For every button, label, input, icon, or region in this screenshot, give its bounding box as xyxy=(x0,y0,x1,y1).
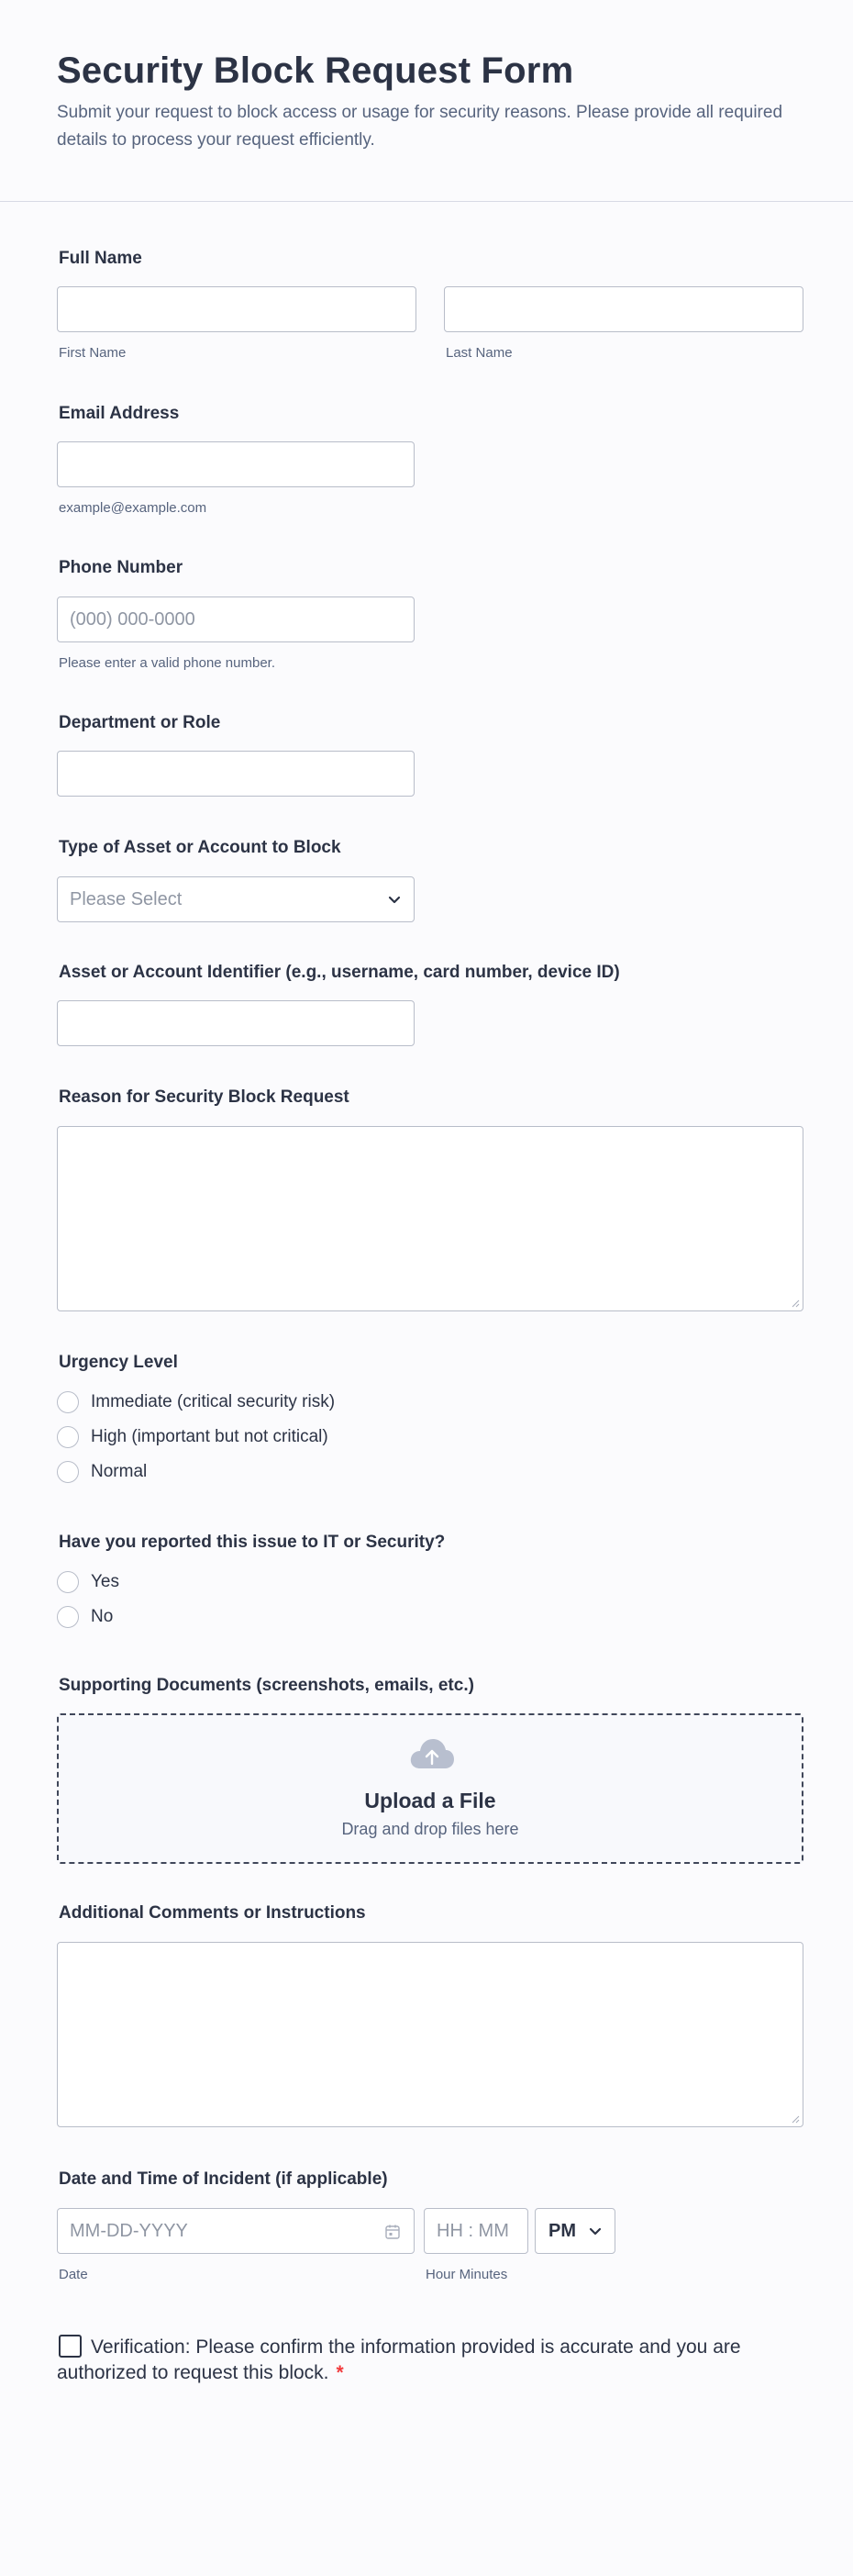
form-title: Security Block Request Form xyxy=(57,50,574,91)
incident-time-input[interactable]: HH : MM xyxy=(424,2208,528,2254)
radio-button[interactable] xyxy=(57,1461,79,1483)
documents-label: Supporting Documents (screenshots, emails, etc.) xyxy=(59,1676,474,1695)
file-upload-dropzone[interactable] xyxy=(57,1713,803,1864)
identifier-label: Asset or Account Identifier (e.g., username, card number, device ID) xyxy=(59,963,620,982)
asset-type-label: Type of Asset or Account to Block xyxy=(59,838,341,857)
form-description: Submit your request to block access or usage for security reasons. Please provide all required details to process your request efficiently. xyxy=(57,103,783,150)
first-name-sublabel: First Name xyxy=(59,345,127,361)
full-name-label: Full Name xyxy=(59,249,142,268)
radio-label: Yes xyxy=(91,1572,119,1591)
radio-label: Immediate (critical security risk) xyxy=(91,1392,336,1411)
radio-label: High (important but not critical) xyxy=(91,1427,328,1446)
department-label: Department or Role xyxy=(59,713,221,732)
phone-input[interactable]: (000) 000-0000 xyxy=(57,597,415,642)
last-name-sublabel: Last Name xyxy=(446,345,513,361)
time-sublabel: Hour Minutes xyxy=(426,2267,508,2282)
email-input[interactable] xyxy=(57,441,415,487)
asset-type-selected: Please Select xyxy=(70,888,183,909)
reported-option-no[interactable] xyxy=(57,1606,113,1628)
comments-textarea[interactable] xyxy=(57,1942,803,2127)
upload-title: Upload a File xyxy=(364,1789,496,1812)
verification-field xyxy=(57,2335,754,2386)
email-sublabel: example@example.com xyxy=(59,500,207,516)
radio-button[interactable] xyxy=(57,1391,79,1413)
comments-label: Additional Comments or Instructions xyxy=(59,1903,366,1923)
email-label: Email Address xyxy=(59,404,180,423)
reason-label: Reason for Security Block Request xyxy=(59,1087,349,1107)
date-sublabel: Date xyxy=(59,2267,88,2282)
reported-option-yes[interactable] xyxy=(57,1571,119,1593)
resize-grip-icon[interactable] xyxy=(791,2114,800,2124)
ampm-selected: PM xyxy=(548,2220,576,2241)
radio-button[interactable] xyxy=(57,1571,79,1593)
last-name-input[interactable] xyxy=(444,286,803,332)
radio-button[interactable] xyxy=(57,1606,79,1628)
reported-label: Have you reported this issue to IT or Security? xyxy=(59,1533,446,1552)
date-placeholder: MM-DD-YYYY xyxy=(70,2220,188,2241)
required-asterisk: * xyxy=(336,2362,344,2383)
form-header xyxy=(0,0,853,202)
radio-label: Normal xyxy=(91,1462,148,1481)
first-name-input[interactable] xyxy=(57,286,416,332)
resize-grip-icon[interactable] xyxy=(791,1299,800,1308)
cloud-upload-icon xyxy=(409,1737,455,1770)
department-input[interactable] xyxy=(57,751,415,797)
upload-subtitle: Drag and drop files here xyxy=(341,1820,519,1838)
ampm-select[interactable] xyxy=(535,2208,615,2254)
phone-sublabel: Please enter a valid phone number. xyxy=(59,655,275,671)
asset-type-select[interactable] xyxy=(57,876,415,922)
incident-date-input[interactable] xyxy=(57,2208,415,2254)
urgency-option-immediate[interactable] xyxy=(57,1391,335,1413)
chevron-down-icon xyxy=(388,896,401,905)
chevron-down-icon xyxy=(589,2227,602,2236)
urgency-option-high[interactable] xyxy=(57,1426,328,1448)
phone-label: Phone Number xyxy=(59,558,183,577)
reason-textarea[interactable] xyxy=(57,1126,803,1311)
radio-label: No xyxy=(91,1607,114,1626)
verification-checkbox[interactable] xyxy=(59,2335,82,2358)
urgency-option-normal[interactable] xyxy=(57,1461,147,1483)
incident-datetime-label: Date and Time of Incident (if applicable) xyxy=(59,2169,388,2189)
verification-text: Verification: Please confirm the information provided is accurate and you are authorized to request this block. xyxy=(57,2336,741,2383)
identifier-input[interactable] xyxy=(57,1000,415,1046)
urgency-label: Urgency Level xyxy=(59,1353,178,1372)
radio-button[interactable] xyxy=(57,1426,79,1448)
calendar-icon[interactable] xyxy=(384,2224,401,2240)
